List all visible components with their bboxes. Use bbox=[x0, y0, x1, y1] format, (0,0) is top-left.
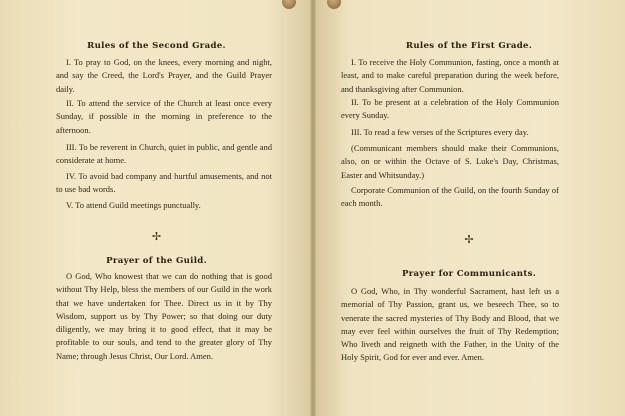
second-grade-title: Rules of the Second Grade. bbox=[87, 41, 226, 51]
guild-prayer-text: O God, Who knowest that we can do nothing that is good without Thy Help, bless the members of our Guild in the work that we have undertaken for Thee. Direct us in it by Thy Wisdom, support us by Thy Power; so that doing our duty diligently, we may bring it to good effect, that it may be profitable to our souls, and tend to the greater glory of Thy Name; through Jesus Christ, Our Lord. Amen. bbox=[56, 271, 272, 361]
rule-1: I. To pray to God, on the knees, every morning and night, and say the Creed, the Lord's Prayer, and the Guild Prayer daily. bbox=[56, 57, 272, 94]
rule-5: V. To attend Guild meetings punctually. bbox=[66, 200, 201, 210]
cross-ornament-icon: ✢ bbox=[151, 231, 162, 243]
corporate-communion-note: Corporate Communion of the Guild, on the fourth Sunday of each month. bbox=[341, 185, 559, 209]
rule-4: IV. To avoid bad company and hurtful amusements, and not to use bad words. bbox=[56, 171, 272, 195]
communicant-note: (Communicant members should make their Communions, also, on or within the Octave of S. Luke's Day, Christmas, Easter and Whitsunday.) bbox=[341, 143, 559, 180]
book-gutter bbox=[310, 0, 316, 416]
rule-3: III. To read a few verses of the Scriptures every day. bbox=[351, 127, 529, 137]
rule-1: I. To receive the Holy Communion, fasting, once a month at least, and to make careful preparation during the week before, and thanksgiving after Communion. bbox=[341, 57, 559, 94]
cross-ornament-icon: ✢ bbox=[464, 234, 474, 246]
communicants-prayer-title: Prayer for Communicants. bbox=[401, 269, 537, 279]
rule-2: II. To be present at a celebration of the Holy Communion every Sunday. bbox=[341, 97, 559, 121]
rule-2: II. To attend the service of the Church at least once every Sunday, if possible in the morning in preference to the afternoon. bbox=[56, 98, 272, 135]
guild-prayer-title: Prayer of the Guild. bbox=[106, 256, 207, 266]
right-page bbox=[313, 0, 625, 416]
communicants-prayer-text: O God, Who, in Thy wonderful Sacrament, hast left us a memorial of Thy Passion, grant us, we beseech Thee, so to venerate the sacred mysteries of Thy Body and Blood, that we may ever feel within ourselves the fruit of Thy Redemption; Who liveth and reigneth with the Father, in the Unity of the Holy Spirit, God for ever and ever. Amen. bbox=[341, 286, 559, 363]
first-grade-title: Rules of the First Grade. bbox=[405, 41, 533, 51]
rule-3: III. To be reverent in Church, quiet in public, and gentle and considerate at home. bbox=[56, 142, 272, 166]
